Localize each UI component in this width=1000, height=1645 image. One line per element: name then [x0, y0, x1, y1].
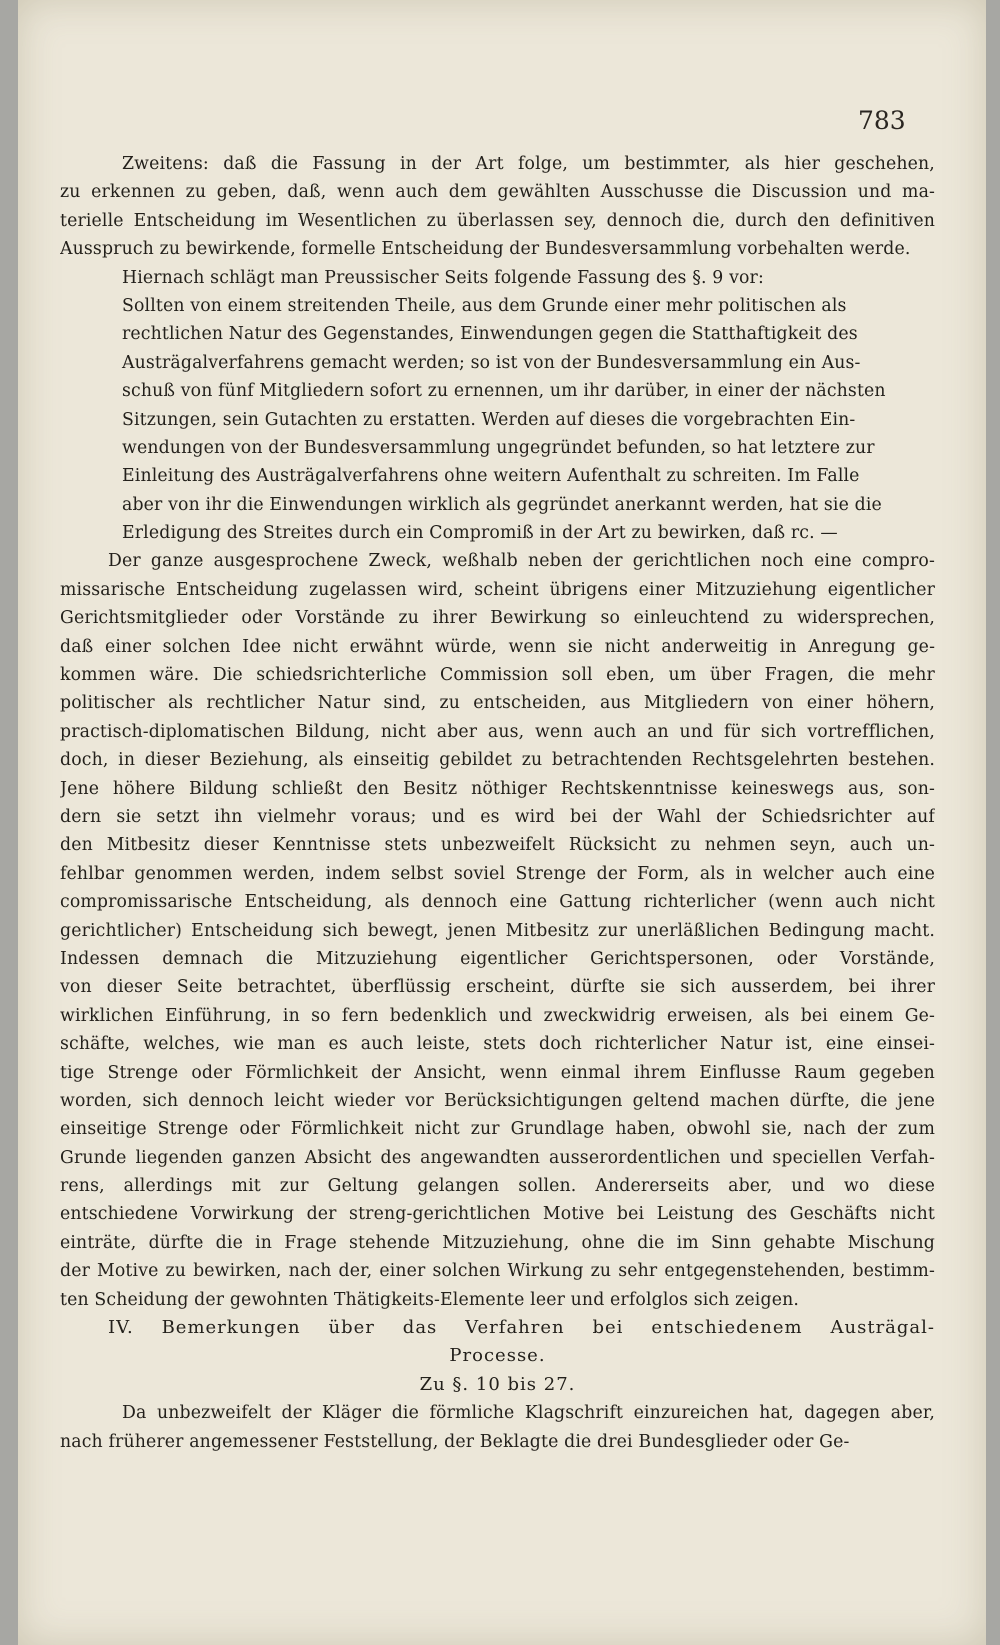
text-line: aber von ihr die Einwendungen wirklich als gegründet anerkannt werden, hat sie die: [122, 494, 882, 515]
body-text: [60, 150, 935, 1456]
text-line: nach früherer angemessener Feststellung, der Beklagte die drei Bundesglieder oder Ge-: [60, 1431, 850, 1452]
text-line: schuß von fünf Mitgliedern sofort zu ernennen, um ihr darüber, in einer der nächsten: [122, 381, 886, 402]
text-line: der Motive zu bewirken, nach der, einer solchen Wirkung zu sehr entgegenstehenden, bestimm-: [60, 1261, 935, 1282]
section-heading-line: Processe.: [449, 1345, 546, 1367]
text-line: daß einer solchen Idee nicht erwähnt würde, wenn sie nicht anderweitig in Anregung ge-: [60, 636, 935, 657]
text-line: practisch-diplomatischen Bildung, nicht aber aus, wenn auch an und für sich vortrefflichen,: [60, 721, 935, 742]
text-line: Sollten von einem streitenden Theile, aus dem Grunde einer mehr politischen als: [122, 295, 847, 316]
text-line: rens, allerdings mit zur Geltung gelangen sollen. Andererseits aber, und wo diese: [60, 1176, 935, 1197]
text-line: compromissarische Entscheidung, als dennoch eine Gattung richterlicher (wenn auch nicht: [60, 892, 935, 913]
text-line: Gerichtsmitglieder oder Vorstände zu ihrer Bewirkung so einleuchtend zu widersprechen,: [60, 608, 935, 629]
text-line: schäfte, welches, wie man es auch leiste, stets doch richterlicher Natur ist, eine einsei-: [60, 1034, 935, 1055]
text-line: tige Strenge oder Förmlichkeit der Ansicht, wenn einmal ihrem Einflusse Raum gegeben: [60, 1062, 935, 1083]
text-line: Einleitung des Austrägalverfahrens ohne weitern Aufenthalt zu schreiten. Im Falle: [122, 466, 860, 487]
text-line: kommen wäre. Die schiedsrichterliche Commission soll eben, um über Fragen, die mehr: [60, 665, 935, 686]
text-line: gerichtlicher) Entscheidung sich bewegt, jenen Mitbesitz zur unerläßlichen Bedingung macht.: [60, 920, 935, 941]
text-line: Austrägalverfahrens gemacht werden; so ist von der Bundesversammlung ein Aus-: [122, 352, 861, 373]
text-line: missarische Entscheidung zugelassen wird, scheint übrigens einer Mitzuziehung eigentlicher: [60, 579, 935, 600]
text-line: Zweitens: daß die Fassung in der Art folge, um bestimmter, als hier geschehen,: [122, 154, 935, 174]
text-line: wirklichen Einführung, in so fern bedenklich und zweckwidrig erweisen, als bei einem Ge-: [60, 1005, 935, 1026]
text-line: Indessen demnach die Mitzuziehung eigentlicher Gerichtspersonen, oder Vorstände,: [60, 948, 935, 969]
text-line: von dieser Seite betrachtet, überflüssig erscheint, dürfte sie sich ausserdem, bei ihrer: [60, 977, 935, 998]
text-line: entschiedene Vorwirkung der streng-gerichtlichen Motive bei Leistung des Geschäfts nicht: [60, 1204, 935, 1225]
page-number: 783: [858, 106, 906, 135]
text-line: Grunde liegenden ganzen Absicht des angewandten ausserordentlichen und speciellen Verfah-: [60, 1147, 935, 1168]
section-heading-line: Zu §. 10 bis 27.: [419, 1373, 576, 1395]
text-line: einseitige Strenge oder Förmlichkeit nicht zur Grundlage haben, obwohl sie, nach der zum: [60, 1119, 935, 1140]
text-line: fehlbar genommen werden, indem selbst soviel Strenge der Form, als in welcher auch eine: [60, 863, 935, 884]
text-line: Erledigung des Streites durch ein Compromiß in der Art zu bewirken, daß rc. —: [122, 523, 838, 544]
scanned-page: [18, 0, 986, 1645]
text-line: Ausspruch zu bewirkende, formelle Entscheidung der Bundesversammlung vorbehalten werde.: [60, 239, 911, 260]
text-line: den Mitbesitz dieser Kenntnisse stets unbezweifelt Rücksicht zu nehmen seyn, auch un-: [60, 835, 935, 856]
text-line: Der ganze ausgesprochene Zweck, weßhalb neben der gerichtlichen noch eine compro-: [108, 551, 935, 572]
text-line: politischer als rechtlicher Natur sind, zu entscheiden, aus Mitgliedern von einer höhern,: [60, 693, 935, 714]
text-line: Sitzungen, sein Gutachten zu erstatten. Werden auf dieses die vorgebrachten Ein-: [122, 409, 856, 430]
text-line: Jene höhere Bildung schließt den Besitz nöthiger Rechtskenntnisse keineswegs aus, son-: [60, 778, 935, 799]
text-line: zu erkennen zu geben, daß, wenn auch dem gewählten Ausschusse die Discussion und ma-: [60, 182, 935, 203]
text-line: doch, in dieser Beziehung, als einseitig gebildet zu betrachtenden Rechtsgelehrten bestehen.: [60, 750, 935, 771]
text-line: Hiernach schlägt man Preussischer Seits folgende Fassung des §. 9 vor:: [122, 267, 764, 288]
text-line: terielle Entscheidung im Wesentlichen zu überlassen sey, dennoch die, durch den definitiven: [60, 210, 935, 231]
text-line: Da unbezweifelt der Kläger die förmliche Klagschrift einzureichen hat, dagegen aber,: [122, 1403, 935, 1424]
text-line: rechtlichen Natur des Gegenstandes, Einwendungen gegen die Statthaftigkeit des: [122, 324, 858, 345]
text-line: ten Scheidung der gewohnten Thätigkeits-Elemente leer und erfolglos sich zeigen.: [60, 1289, 799, 1310]
text-line: wendungen von der Bundesversammlung ungegründet befunden, so hat letztere zur: [122, 437, 875, 458]
text-line: einträte, dürfte die in Frage stehende Mitzuziehung, ohne die im Sinn gehabte Mischung: [60, 1232, 935, 1253]
text-line: dern sie setzt ihn vielmehr voraus; und es wird bei der Wahl der Schiedsrichter auf: [60, 806, 935, 827]
text-line: worden, sich dennoch leicht wieder vor Berücksichtigungen geltend machen dürfte, die jene: [60, 1090, 935, 1111]
section-heading-line: IV. Bemerkungen über das Verfahren bei entschiedenem Austrägal-: [108, 1317, 935, 1339]
